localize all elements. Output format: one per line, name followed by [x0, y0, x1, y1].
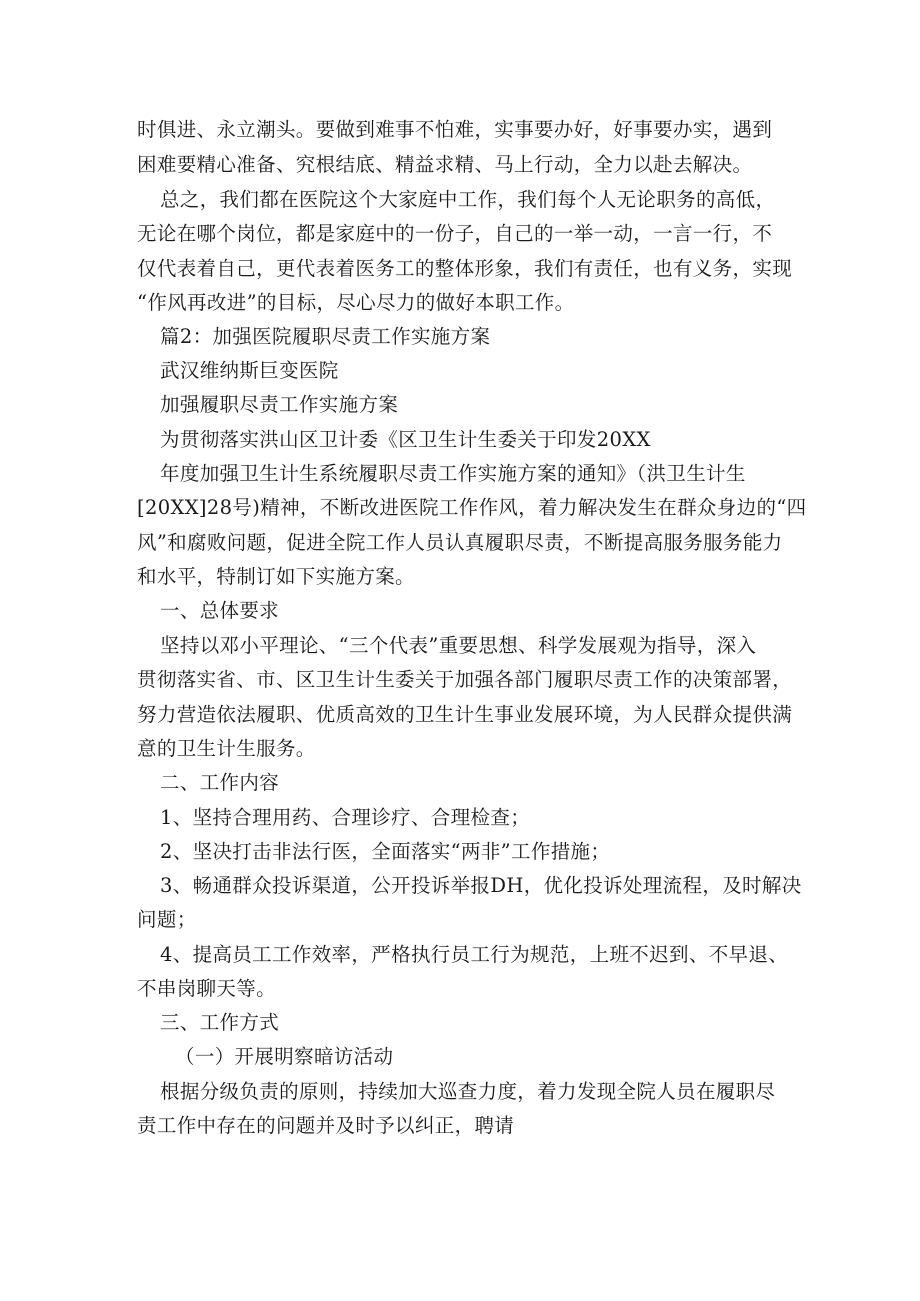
text-line-11: 年度加强卫生计生系统履职尽责工作实施方案的通知》（洪卫生计生: [160, 462, 746, 485]
text-line-6: “作风再改进”的目标，尽心尽力的做好本职工作。: [137, 291, 575, 314]
subheading-inspection: （一）开展明察暗访活动: [175, 1045, 394, 1068]
heading-work-method: 三、工作方式: [160, 1011, 280, 1034]
heading-work-content: 二、工作内容: [160, 771, 280, 794]
text-line-2: 困难要精心准备、究根结底、精益求精、马上行动，全力以赴去解决。: [137, 153, 753, 176]
plan-title: 加强履职尽责工作实施方案: [160, 393, 399, 416]
text-line-16: 坚持以邓小平理论、“三个代表”重要思想、科学发展观为指导，深入: [160, 634, 757, 657]
text-line-17: 贯彻落实省、市、区卫生计生委关于加强各部门履职尽责工作的决策部署，: [137, 668, 793, 691]
text-line-18: 努力营造依法履职、优质高效的卫生计生事业发展环境，为人民群众提供满: [137, 703, 793, 726]
text-line-5: 仅代表着自己，更代表着医务工的整体形象，我们有责任，也有义务，实现: [137, 257, 793, 280]
text-line-4: 无论在哪个岗位，都是家庭中的一份子，自己的一举一动，一言一行，不: [137, 222, 773, 245]
list-item-3-cont: 问题；: [137, 908, 197, 931]
text-line-13: 风”和腐败问题，促进全院工作人员认真履职尽责，不断提高服务服务能力: [137, 531, 783, 554]
list-item-1: 1、坚持合理用药、合理诊疗、合理检查；: [160, 806, 531, 829]
text-line-12: [20XX]28号)精神，不断改进医院工作作风，着力解决发生在群众身边的“四: [137, 496, 807, 519]
text-line-3: 总之，我们都在医院这个大家庭中工作，我们每个人无论职务的高低，: [160, 188, 776, 211]
list-item-4: 4、提高员工工作效率，严格执行员工行为规范，上班不迟到、不早退、: [160, 943, 789, 966]
text-line-14: 和水平，特制订如下实施方案。: [137, 565, 415, 588]
heading-general-requirements: 一、总体要求: [160, 599, 280, 622]
text-line-1: 时俱进、永立潮头。要做到难事不怕难，实事要办好，好事要办实，遇到: [137, 118, 773, 141]
hospital-name: 武汉维纳斯巨变医院: [160, 359, 339, 382]
text-line-30: 责工作中存在的问题并及时予以纠正，聘请: [137, 1114, 515, 1137]
list-item-4-cont: 不串岗聊天等。: [137, 977, 276, 1000]
section-heading-part2: 篇2：加强医院履职尽责工作实施方案: [160, 325, 491, 348]
text-line-19: 意的卫生计生服务。: [137, 737, 316, 760]
list-item-2: 2、坚决打击非法行医，全面落实“两非”工作措施；: [160, 840, 611, 863]
text-line-10: 为贯彻落实洪山区卫计委《区卫生计生委关于印发20XX: [160, 428, 651, 451]
list-item-3: 3、畅通群众投诉渠道，公开投诉举报DH，优化投诉处理流程，及时解决: [160, 874, 802, 897]
text-line-29: 根据分级负责的原则，持续加大巡查力度，着力发现全院人员在履职尽: [160, 1080, 776, 1103]
